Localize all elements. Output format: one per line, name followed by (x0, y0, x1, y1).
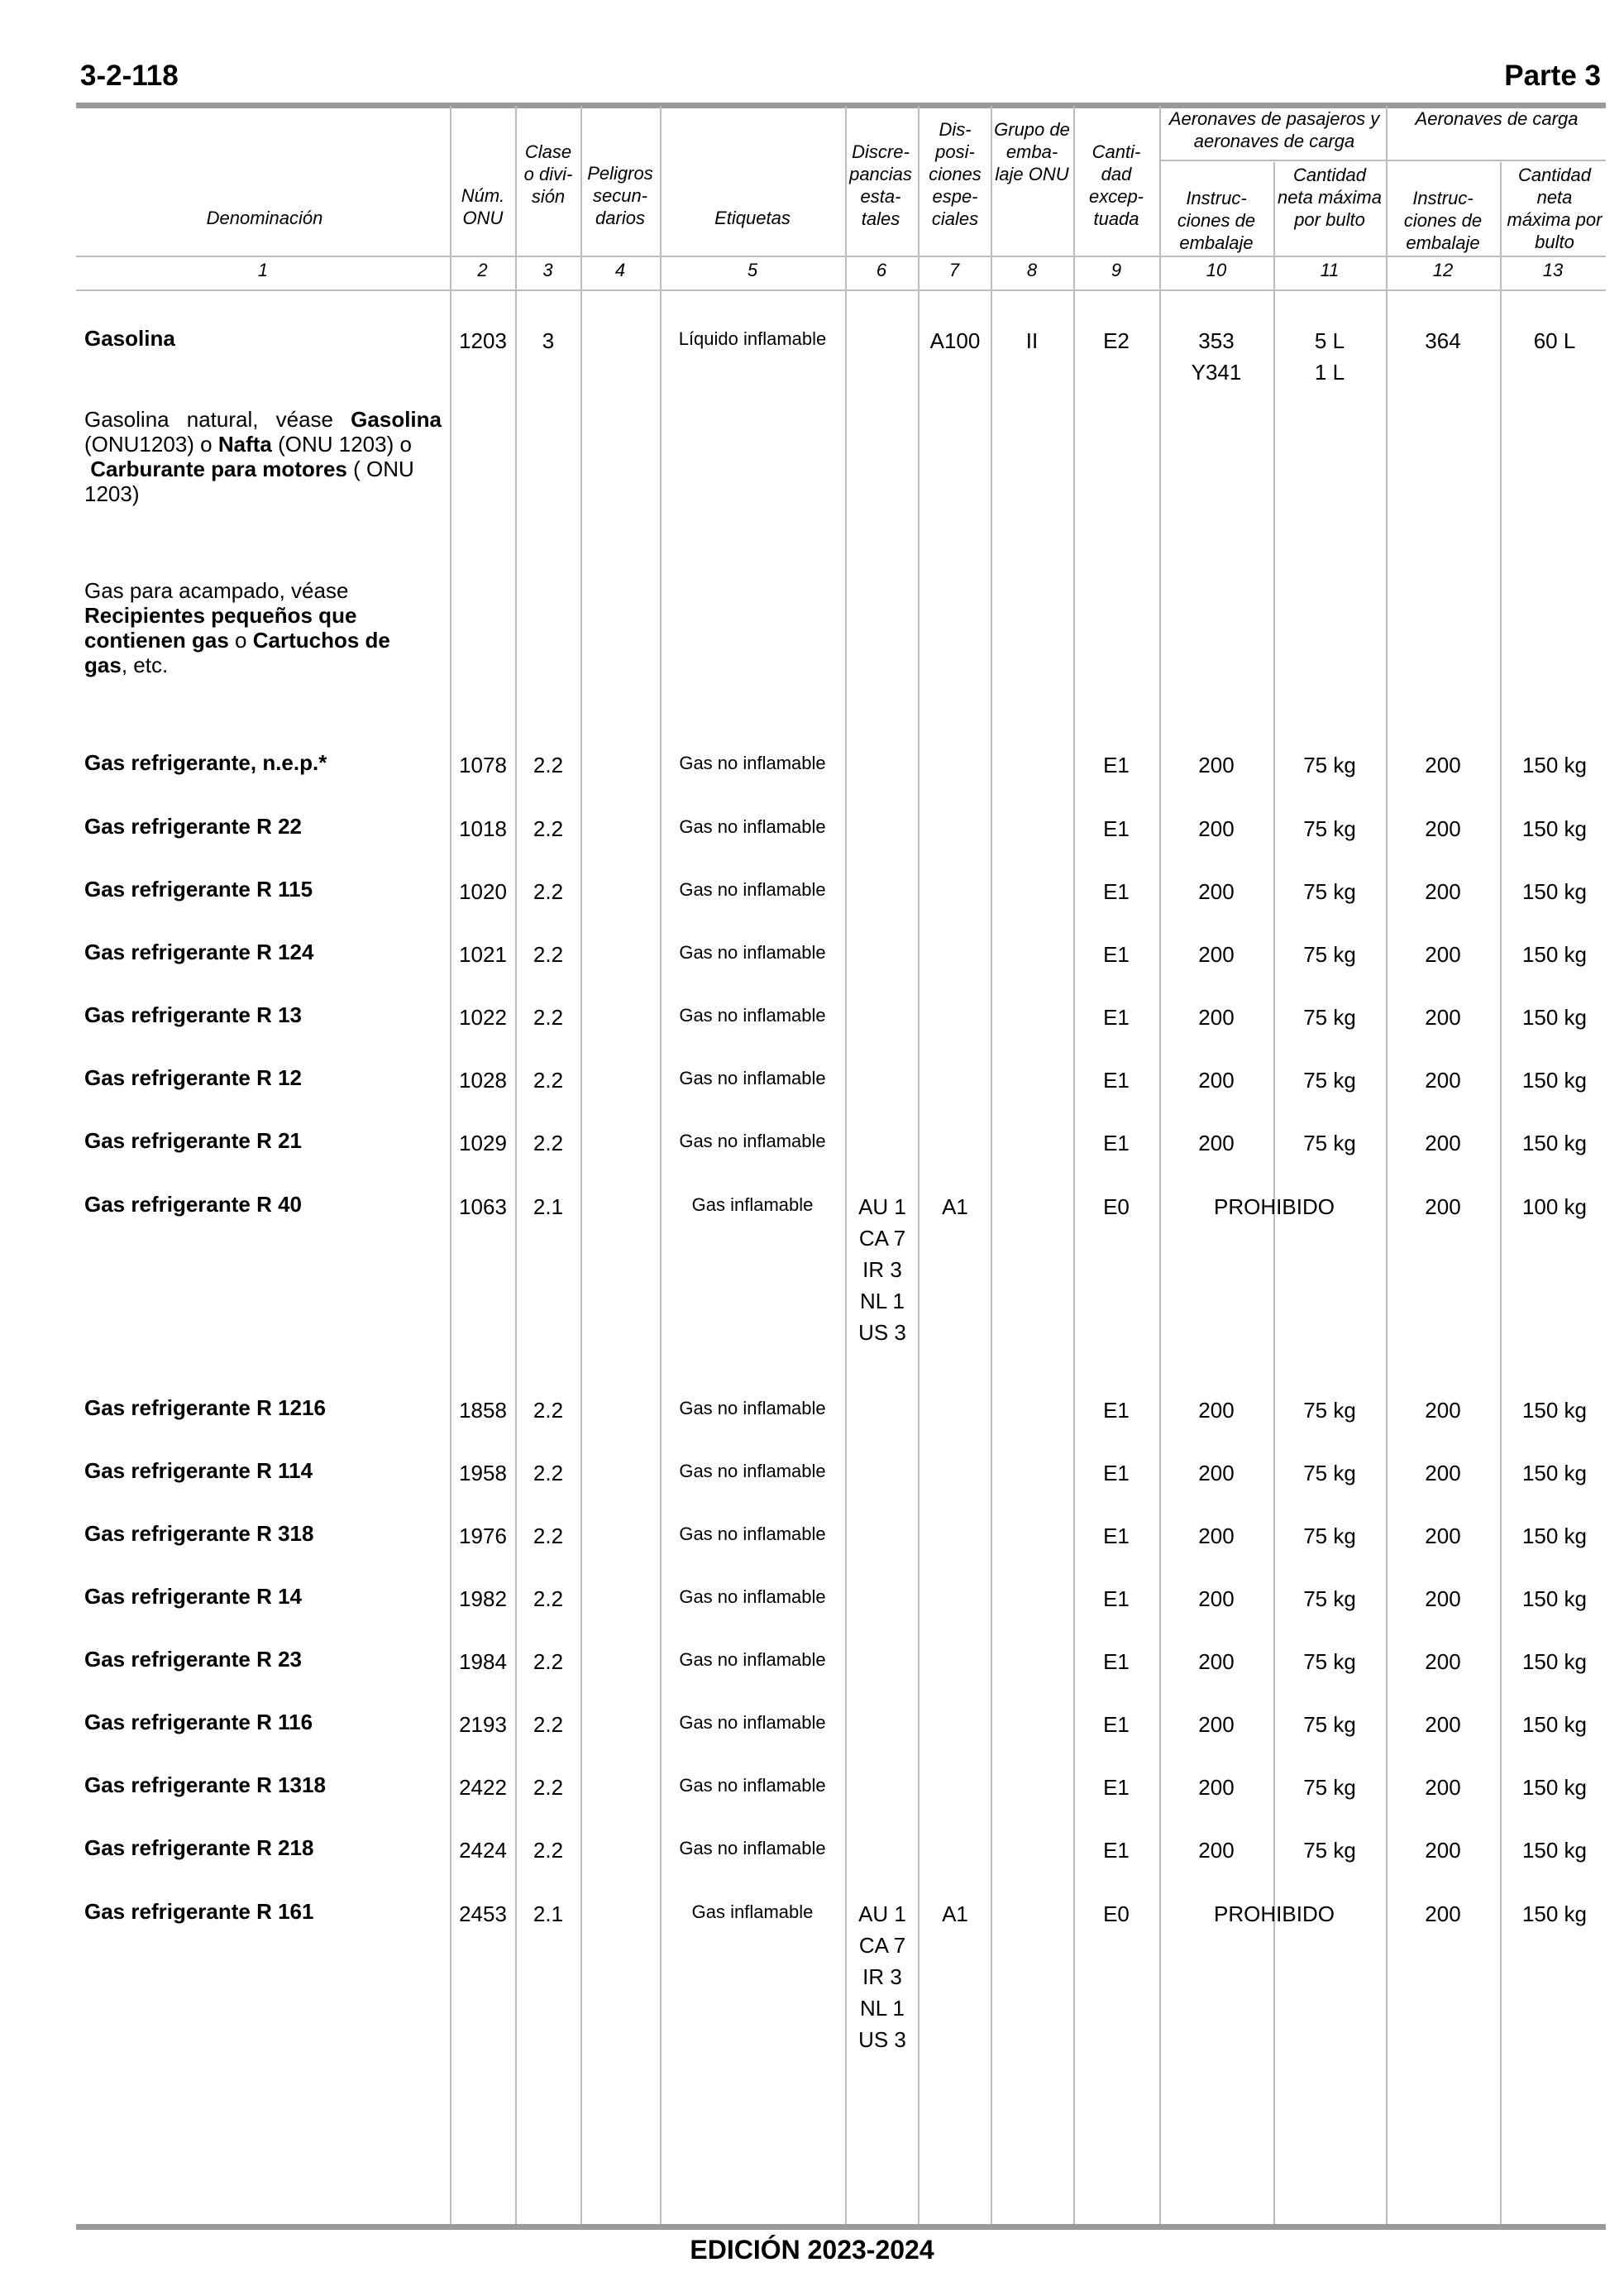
gas-un-number: 1028 (459, 1068, 507, 1093)
column-number: 1 (257, 260, 269, 280)
gas-name: Gas refrigerante R 14 (84, 1584, 303, 1609)
gas-class: 2.2 (533, 1523, 564, 1548)
gas-label: Gas inflamable (691, 1194, 814, 1215)
gas-state-variation: CA 7 (858, 1933, 906, 1958)
gas-un-number: 2193 (459, 1712, 507, 1737)
gas-pi-pax: 200 (1198, 1586, 1235, 1611)
column-number: 3 (542, 260, 553, 280)
gas-state-variation: NL 1 (860, 1289, 905, 1313)
header-peligros: Peligros secun- darios (587, 163, 653, 228)
gas-pi-cargo: 200 (1425, 879, 1461, 904)
gas-state-variation: AU 1 (858, 1194, 906, 1219)
row-gasolina-packing-group: II (1025, 328, 1039, 353)
gas-qty-pax: 75 kg (1303, 1586, 1356, 1611)
header-instrucciones-pax: Instruc- ciones de embalaje (1177, 188, 1256, 253)
gas-qty-pax: 75 kg (1303, 1461, 1356, 1485)
gas-pi-cargo: 200 (1425, 1005, 1461, 1030)
column-number: 2 (477, 260, 488, 280)
gas-un-number: 1063 (459, 1194, 507, 1219)
header-disposiciones: Dis- posi- ciones espe- ciales (929, 119, 982, 229)
gas-pi-pax: 200 (1198, 1068, 1235, 1093)
column-number: 13 (1542, 260, 1564, 280)
row-gasolina-qty-cargo: 60 L (1533, 328, 1576, 353)
gas-pi-cargo: 200 (1425, 1838, 1461, 1863)
gas-label: Gas no inflamable (679, 1523, 826, 1544)
gas-qty-cargo: 150 kg (1521, 753, 1588, 777)
gas-name: Gas refrigerante R 161 (84, 1899, 314, 1924)
gas-excepted-quantity: E1 (1103, 1523, 1130, 1548)
gas-pi-cargo: 200 (1425, 942, 1461, 967)
gas-pi-pax: 200 (1198, 1775, 1235, 1800)
gas-label: Gas no inflamable (679, 1398, 826, 1418)
gas-forbidden: PROHIBIDO (1214, 1194, 1335, 1219)
gas-class: 2.2 (533, 942, 564, 967)
column-number: 11 (1320, 260, 1340, 280)
gas-qty-pax: 75 kg (1303, 1712, 1356, 1737)
gas-label: Gas no inflamable (679, 1461, 826, 1481)
gas-un-number: 2422 (459, 1775, 507, 1800)
gas-pi-cargo: 200 (1425, 753, 1461, 777)
gas-un-number: 1078 (459, 753, 507, 777)
gas-qty-pax: 75 kg (1303, 1523, 1356, 1548)
column-number: 8 (1026, 260, 1038, 280)
gas-qty-cargo: 150 kg (1521, 1586, 1588, 1611)
column-number: 6 (876, 260, 887, 280)
gas-class: 2.2 (533, 1586, 564, 1611)
gas-qty-cargo: 150 kg (1521, 1131, 1588, 1155)
gas-label: Gas no inflamable (679, 1712, 826, 1733)
gas-qty-cargo: 150 kg (1521, 1775, 1588, 1800)
gas-excepted-quantity: E1 (1103, 753, 1130, 777)
gas-excepted-quantity: E1 (1103, 942, 1130, 967)
row-gasolina-label: Líquido inflamable (678, 328, 827, 349)
gas-pi-cargo: 200 (1425, 1461, 1461, 1485)
gas-un-number: 1982 (459, 1586, 507, 1611)
gas-class: 2.2 (533, 1775, 564, 1800)
gas-un-number: 2453 (459, 1901, 507, 1926)
header-clase: Clase o divi- sión (523, 141, 573, 207)
header-denominacion: Denominación (206, 208, 323, 228)
gas-qty-pax: 75 kg (1303, 753, 1356, 777)
gas-class: 2.2 (533, 1068, 564, 1093)
gas-class: 2.2 (533, 1649, 564, 1674)
gas-pi-cargo: 200 (1425, 1586, 1461, 1611)
row-gasolina-pi-cargo: 364 (1425, 328, 1461, 353)
gas-label: Gas no inflamable (679, 753, 826, 773)
part-label: Parte 3 (1504, 60, 1601, 92)
gas-un-number: 1022 (459, 1005, 507, 1030)
note-gasolina-natural: Gasolina natural, véase Gasolina (ONU1203) o Nafta (ONU 1203) o Carburante para motores ( ONU 1203) (84, 407, 442, 506)
gas-excepted-quantity: E1 (1103, 1461, 1130, 1485)
gas-pi-pax: 200 (1198, 1649, 1235, 1674)
gas-pi-cargo: 200 (1425, 1398, 1461, 1423)
gas-name: Gas refrigerante R 1318 (84, 1772, 326, 1797)
gas-label: Gas no inflamable (679, 1131, 826, 1151)
gas-label: Gas inflamable (691, 1901, 814, 1922)
gas-state-variation: IR 3 (862, 1257, 902, 1282)
gas-state-variation: CA 7 (858, 1226, 906, 1251)
gas-state-variation: NL 1 (860, 1996, 905, 2021)
gas-pi-cargo: 200 (1425, 1131, 1461, 1155)
gas-class: 2.2 (533, 1838, 564, 1863)
gas-label: Gas no inflamable (679, 879, 826, 900)
gas-label: Gas no inflamable (679, 816, 826, 837)
gas-qty-cargo: 150 kg (1521, 1838, 1588, 1863)
row-gasolina-pi-pax-ltd: Y341 (1191, 360, 1242, 385)
gas-pi-pax: 200 (1198, 1523, 1235, 1548)
gas-name: Gas refrigerante, n.e.p.* (84, 750, 327, 775)
column-line (1386, 106, 1388, 2224)
gas-qty-cargo: 150 kg (1521, 1523, 1588, 1548)
group-divider (1161, 160, 1606, 161)
gas-label: Gas no inflamable (679, 1838, 826, 1858)
gas-name: Gas refrigerante R 218 (84, 1835, 314, 1860)
gas-qty-cargo: 100 kg (1521, 1194, 1588, 1219)
gas-qty-pax: 75 kg (1303, 1649, 1356, 1674)
gas-excepted-quantity: E1 (1103, 1775, 1130, 1800)
gas-label: Gas no inflamable (679, 1649, 826, 1670)
gas-excepted-quantity: E1 (1103, 1005, 1130, 1030)
gas-un-number: 1976 (459, 1523, 507, 1548)
column-number: 4 (614, 260, 626, 280)
column-line (580, 106, 582, 2224)
note-gas-acampado: Gas para acampado, véase Recipientes pequeños que contienen gas o Cartuchos de gas, etc. (84, 578, 390, 677)
gas-name: Gas refrigerante R 23 (84, 1647, 303, 1672)
header-etiquetas: Etiquetas (714, 208, 791, 228)
gas-name: Gas refrigerante R 13 (84, 1002, 303, 1027)
gas-qty-pax: 75 kg (1303, 816, 1356, 841)
gas-qty-pax: 75 kg (1303, 1131, 1356, 1155)
gas-qty-cargo: 150 kg (1521, 1649, 1588, 1674)
gas-excepted-quantity: E0 (1103, 1194, 1130, 1219)
gas-class: 2.2 (533, 1131, 564, 1155)
gas-pi-cargo: 200 (1425, 1068, 1461, 1093)
gas-qty-cargo: 150 kg (1521, 1461, 1588, 1485)
header-bottom-line (76, 256, 1606, 257)
number-row-line (76, 289, 1606, 291)
gas-un-number: 1029 (459, 1131, 507, 1155)
gas-excepted-quantity: E1 (1103, 1398, 1130, 1423)
gas-name: Gas refrigerante R 12 (84, 1065, 303, 1090)
gas-name: Gas refrigerante R 116 (84, 1710, 313, 1734)
gas-special-provision: A1 (942, 1194, 968, 1219)
gas-pi-pax: 200 (1198, 1131, 1235, 1155)
row-gasolina-pi-pax: 353 (1198, 328, 1235, 353)
gas-class: 2.1 (533, 1901, 564, 1926)
gas-qty-cargo: 150 kg (1521, 942, 1588, 967)
gas-name: Gas refrigerante R 114 (84, 1458, 313, 1483)
gas-pi-pax: 200 (1198, 1838, 1235, 1863)
header-group-pasajeros: Aeronaves de pasajeros y aeronaves de carga (1168, 108, 1380, 151)
row-gasolina-qty-pax-ltd: 1 L (1314, 360, 1345, 385)
gas-excepted-quantity: E0 (1103, 1901, 1130, 1926)
gas-forbidden: PROHIBIDO (1214, 1901, 1335, 1926)
gas-class: 2.2 (533, 1712, 564, 1737)
gas-excepted-quantity: E1 (1103, 1649, 1130, 1674)
gas-state-variation: US 3 (858, 1320, 906, 1345)
gas-pi-pax: 200 (1198, 879, 1235, 904)
gas-qty-pax: 75 kg (1303, 1398, 1356, 1423)
header-grupo-embalaje: Grupo de emba- laje ONU (994, 119, 1070, 184)
gas-pi-pax: 200 (1198, 1461, 1235, 1485)
gas-pi-pax: 200 (1198, 942, 1235, 967)
gas-qty-cargo: 150 kg (1521, 1398, 1588, 1423)
gas-state-variation: AU 1 (858, 1901, 906, 1926)
column-number: 9 (1111, 260, 1122, 280)
gas-un-number: 2424 (459, 1838, 507, 1863)
gas-name: Gas refrigerante R 115 (84, 877, 313, 902)
gas-un-number: 1984 (459, 1649, 507, 1674)
gas-class: 2.2 (533, 1461, 564, 1485)
gas-pi-pax: 200 (1198, 753, 1235, 777)
gas-pi-cargo: 200 (1425, 1194, 1461, 1219)
gas-class: 2.2 (533, 1005, 564, 1030)
gas-un-number: 1018 (459, 816, 507, 841)
gas-un-number: 1858 (459, 1398, 507, 1423)
gas-pi-pax: 200 (1198, 816, 1235, 841)
gas-un-number: 1958 (459, 1461, 507, 1485)
gas-pi-pax: 200 (1198, 1712, 1235, 1737)
gas-label: Gas no inflamable (679, 1068, 826, 1088)
gas-excepted-quantity: E1 (1103, 1068, 1130, 1093)
gas-special-provision: A1 (942, 1901, 968, 1926)
gas-pi-pax: 200 (1198, 1398, 1235, 1423)
gas-label: Gas no inflamable (679, 1586, 826, 1607)
gas-excepted-quantity: E1 (1103, 816, 1130, 841)
gas-pi-cargo: 200 (1425, 1649, 1461, 1674)
gas-qty-cargo: 150 kg (1521, 879, 1588, 904)
gas-qty-cargo: 150 kg (1521, 1068, 1588, 1093)
header-cantidad-pax: Cantidad neta máxima por bulto (1278, 165, 1382, 230)
bottom-rule (76, 2224, 1606, 2230)
gas-excepted-quantity: E1 (1103, 1838, 1130, 1863)
column-line (1500, 162, 1502, 2224)
gas-un-number: 1021 (459, 942, 507, 967)
gas-excepted-quantity: E1 (1103, 1586, 1130, 1611)
gas-qty-cargo: 150 kg (1521, 1712, 1588, 1737)
gas-pi-cargo: 200 (1425, 1775, 1461, 1800)
page-number: 3-2-118 (80, 60, 179, 92)
gas-name: Gas refrigerante R 318 (84, 1521, 314, 1546)
row-gasolina-excepted: E2 (1103, 328, 1130, 353)
header-cantidad-carga: Cantidad neta máxima por bulto (1507, 165, 1603, 252)
gas-pi-cargo: 200 (1425, 1523, 1461, 1548)
header-cantidad-exceptuada: Canti- dad excep- tuada (1088, 141, 1144, 229)
edition-footer: EDICIÓN 2023-2024 (690, 2235, 934, 2265)
gas-qty-pax: 75 kg (1303, 1775, 1356, 1800)
gas-qty-pax: 75 kg (1303, 879, 1356, 904)
gas-class: 2.2 (533, 879, 564, 904)
gas-pi-pax: 200 (1198, 1005, 1235, 1030)
gas-excepted-quantity: E1 (1103, 879, 1130, 904)
gas-label: Gas no inflamable (679, 1005, 826, 1026)
gas-qty-cargo: 150 kg (1521, 816, 1588, 841)
column-number: 7 (948, 260, 960, 280)
header-instrucciones-carga: Instruc- ciones de embalaje (1403, 188, 1483, 253)
row-gasolina-qty-pax: 5 L (1314, 328, 1345, 353)
column-number: 12 (1432, 260, 1454, 280)
gas-label: Gas no inflamable (679, 1775, 826, 1796)
gas-qty-pax: 75 kg (1303, 1068, 1356, 1093)
gas-name: Gas refrigerante R 40 (84, 1192, 303, 1217)
gas-qty-cargo: 150 kg (1521, 1901, 1588, 1926)
gas-name: Gas refrigerante R 22 (84, 814, 303, 839)
gas-pi-cargo: 200 (1425, 1712, 1461, 1737)
gas-name: Gas refrigerante R 21 (84, 1128, 303, 1153)
header-group-carga: Aeronaves de carga (1415, 108, 1579, 129)
row-gasolina-class: 3 (542, 328, 555, 353)
gas-qty-pax: 75 kg (1303, 942, 1356, 967)
header-discrepancias: Discre- pancias esta- tales (849, 141, 912, 229)
gas-name: Gas refrigerante R 124 (84, 940, 314, 964)
gas-class: 2.2 (533, 816, 564, 841)
gas-qty-pax: 75 kg (1303, 1838, 1356, 1863)
column-line (991, 106, 992, 2224)
gas-class: 2.1 (533, 1194, 564, 1219)
gas-pi-cargo: 200 (1425, 816, 1461, 841)
gas-name: Gas refrigerante R 1216 (84, 1395, 326, 1420)
header-num-onu: Núm. ONU (461, 185, 505, 228)
gas-qty-cargo: 150 kg (1521, 1005, 1588, 1030)
column-line (515, 106, 517, 2224)
gas-pi-cargo: 200 (1425, 1901, 1461, 1926)
row-gasolina-name: Gasolina (84, 326, 175, 351)
gas-class: 2.2 (533, 753, 564, 777)
gas-un-number: 1020 (459, 879, 507, 904)
row-gasolina-un: 1203 (459, 328, 507, 353)
column-number: 5 (747, 260, 758, 280)
gas-class: 2.2 (533, 1398, 564, 1423)
gas-state-variation: US 3 (858, 2027, 906, 2052)
gas-excepted-quantity: E1 (1103, 1712, 1130, 1737)
column-line (1159, 106, 1161, 2224)
column-number: 10 (1206, 260, 1227, 280)
gas-excepted-quantity: E1 (1103, 1131, 1130, 1155)
row-gasolina-special: A100 (929, 328, 981, 353)
gas-qty-pax: 75 kg (1303, 1005, 1356, 1030)
gas-state-variation: IR 3 (862, 1964, 902, 1989)
gas-label: Gas no inflamable (679, 942, 826, 963)
